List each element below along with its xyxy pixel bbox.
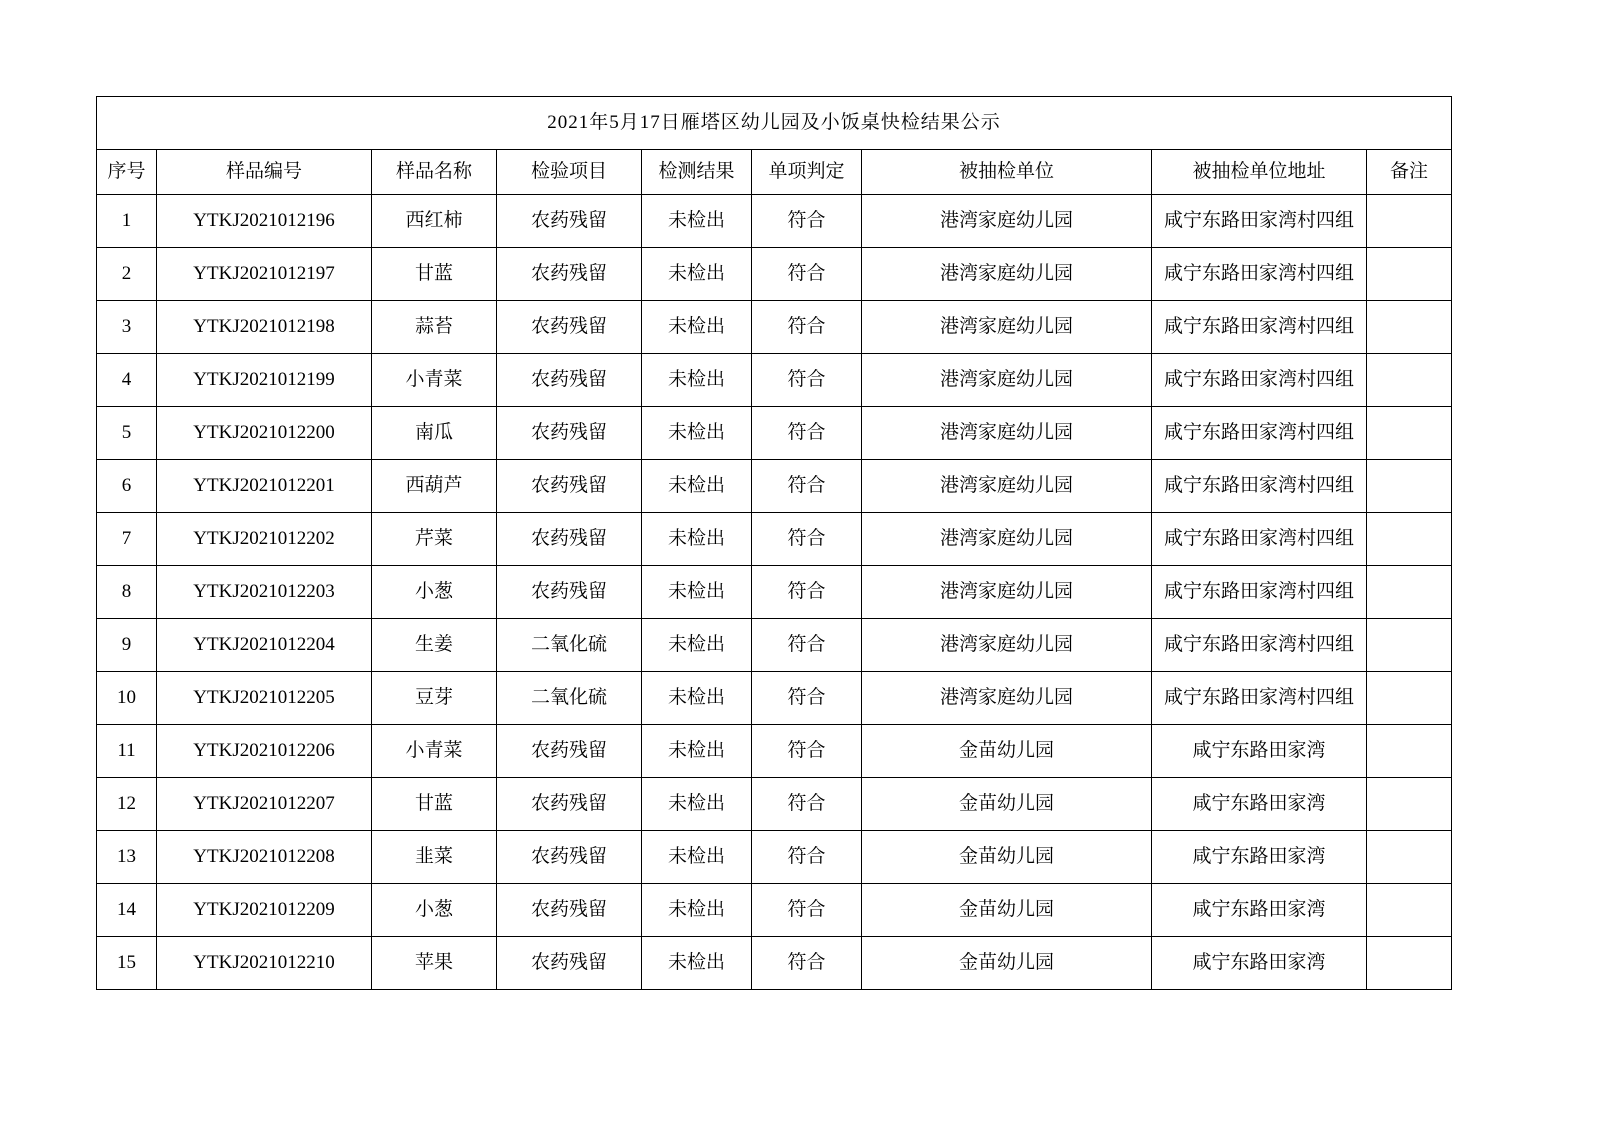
cell-inspected-unit: 金苗幼儿园	[862, 778, 1152, 831]
cell-inspected-unit-address: 咸宁东路田家湾村四组	[1152, 672, 1367, 725]
cell-test-result: 未检出	[642, 619, 752, 672]
cell-test-item: 农药残留	[497, 831, 642, 884]
cell-remark	[1367, 301, 1452, 354]
cell-judgement: 符合	[752, 937, 862, 990]
cell-sample-code: YTKJ2021012196	[157, 195, 372, 248]
cell-remark	[1367, 778, 1452, 831]
table-row	[97, 672, 1452, 725]
column-header-sample-code: 样品编号	[157, 150, 372, 195]
cell-test-result: 未检出	[642, 672, 752, 725]
cell-test-item: 农药残留	[497, 407, 642, 460]
cell-sample-code: YTKJ2021012198	[157, 301, 372, 354]
cell-sample-code: YTKJ2021012204	[157, 619, 372, 672]
cell-test-result: 未检出	[642, 725, 752, 778]
cell-no: 2	[97, 248, 157, 301]
cell-sample-code: YTKJ2021012206	[157, 725, 372, 778]
cell-sample-name: 蒜苔	[372, 301, 497, 354]
cell-sample-name: 苹果	[372, 937, 497, 990]
cell-inspected-unit: 港湾家庭幼儿园	[862, 407, 1152, 460]
cell-judgement: 符合	[752, 354, 862, 407]
inspection-results-table	[96, 96, 1452, 990]
cell-test-item: 农药残留	[497, 566, 642, 619]
cell-remark	[1367, 354, 1452, 407]
table-row	[97, 460, 1452, 513]
cell-judgement: 符合	[752, 195, 862, 248]
cell-test-item: 二氧化硫	[497, 619, 642, 672]
table-row	[97, 778, 1452, 831]
cell-inspected-unit-address: 咸宁东路田家湾村四组	[1152, 248, 1367, 301]
cell-no: 14	[97, 884, 157, 937]
column-header-inspected-unit: 被抽检单位	[862, 150, 1152, 195]
cell-no: 9	[97, 619, 157, 672]
cell-inspected-unit: 港湾家庭幼儿园	[862, 460, 1152, 513]
cell-test-item: 农药残留	[497, 195, 642, 248]
cell-no: 11	[97, 725, 157, 778]
cell-judgement: 符合	[752, 566, 862, 619]
cell-remark	[1367, 937, 1452, 990]
cell-sample-name: 甘蓝	[372, 248, 497, 301]
cell-inspected-unit: 港湾家庭幼儿园	[862, 195, 1152, 248]
cell-test-result: 未检出	[642, 407, 752, 460]
cell-judgement: 符合	[752, 460, 862, 513]
cell-inspected-unit-address: 咸宁东路田家湾村四组	[1152, 407, 1367, 460]
cell-test-item: 二氧化硫	[497, 672, 642, 725]
cell-no: 7	[97, 513, 157, 566]
cell-judgement: 符合	[752, 301, 862, 354]
cell-inspected-unit-address: 咸宁东路田家湾	[1152, 884, 1367, 937]
table-row	[97, 248, 1452, 301]
cell-sample-code: YTKJ2021012209	[157, 884, 372, 937]
cell-judgement: 符合	[752, 672, 862, 725]
cell-sample-code: YTKJ2021012210	[157, 937, 372, 990]
cell-test-result: 未检出	[642, 778, 752, 831]
table-header-row	[97, 150, 1452, 195]
cell-test-result: 未检出	[642, 513, 752, 566]
cell-sample-name: 甘蓝	[372, 778, 497, 831]
column-header-sample-name: 样品名称	[372, 150, 497, 195]
cell-sample-name: 小葱	[372, 884, 497, 937]
cell-sample-name: 小青菜	[372, 354, 497, 407]
cell-sample-code: YTKJ2021012200	[157, 407, 372, 460]
cell-sample-name: 生姜	[372, 619, 497, 672]
cell-test-result: 未检出	[642, 301, 752, 354]
cell-judgement: 符合	[752, 619, 862, 672]
table-row	[97, 937, 1452, 990]
cell-inspected-unit: 港湾家庭幼儿园	[862, 513, 1152, 566]
cell-test-item: 农药残留	[497, 513, 642, 566]
cell-inspected-unit: 港湾家庭幼儿园	[862, 566, 1152, 619]
table-row	[97, 354, 1452, 407]
cell-judgement: 符合	[752, 248, 862, 301]
cell-inspected-unit: 港湾家庭幼儿园	[862, 672, 1152, 725]
cell-judgement: 符合	[752, 513, 862, 566]
cell-sample-name: 豆芽	[372, 672, 497, 725]
cell-sample-code: YTKJ2021012205	[157, 672, 372, 725]
cell-test-result: 未检出	[642, 937, 752, 990]
cell-test-result: 未检出	[642, 460, 752, 513]
cell-sample-name: 西红柿	[372, 195, 497, 248]
table-row	[97, 725, 1452, 778]
cell-inspected-unit-address: 咸宁东路田家湾村四组	[1152, 354, 1367, 407]
cell-sample-name: 南瓜	[372, 407, 497, 460]
cell-test-result: 未检出	[642, 831, 752, 884]
cell-sample-name: 韭菜	[372, 831, 497, 884]
cell-no: 1	[97, 195, 157, 248]
cell-judgement: 符合	[752, 407, 862, 460]
cell-inspected-unit-address: 咸宁东路田家湾	[1152, 831, 1367, 884]
cell-remark	[1367, 460, 1452, 513]
cell-remark	[1367, 672, 1452, 725]
cell-remark	[1367, 513, 1452, 566]
cell-test-item: 农药残留	[497, 884, 642, 937]
cell-judgement: 符合	[752, 884, 862, 937]
cell-sample-name: 西葫芦	[372, 460, 497, 513]
cell-inspected-unit: 港湾家庭幼儿园	[862, 248, 1152, 301]
cell-sample-code: YTKJ2021012208	[157, 831, 372, 884]
table-row	[97, 513, 1452, 566]
cell-test-result: 未检出	[642, 195, 752, 248]
cell-test-item: 农药残留	[497, 725, 642, 778]
cell-remark	[1367, 566, 1452, 619]
cell-remark	[1367, 195, 1452, 248]
cell-remark	[1367, 619, 1452, 672]
cell-sample-name: 芹菜	[372, 513, 497, 566]
cell-inspected-unit: 港湾家庭幼儿园	[862, 301, 1152, 354]
cell-judgement: 符合	[752, 831, 862, 884]
cell-test-item: 农药残留	[497, 460, 642, 513]
cell-inspected-unit-address: 咸宁东路田家湾村四组	[1152, 566, 1367, 619]
cell-test-item: 农药残留	[497, 248, 642, 301]
cell-test-result: 未检出	[642, 248, 752, 301]
column-header-remark: 备注	[1367, 150, 1452, 195]
cell-remark	[1367, 407, 1452, 460]
cell-inspected-unit-address: 咸宁东路田家湾村四组	[1152, 619, 1367, 672]
cell-sample-code: YTKJ2021012207	[157, 778, 372, 831]
cell-no: 12	[97, 778, 157, 831]
cell-judgement: 符合	[752, 725, 862, 778]
cell-inspected-unit-address: 咸宁东路田家湾村四组	[1152, 460, 1367, 513]
cell-inspected-unit: 港湾家庭幼儿园	[862, 619, 1152, 672]
cell-inspected-unit-address: 咸宁东路田家湾	[1152, 725, 1367, 778]
cell-inspected-unit: 金苗幼儿园	[862, 725, 1152, 778]
table-row	[97, 195, 1452, 248]
cell-inspected-unit: 金苗幼儿园	[862, 937, 1152, 990]
cell-sample-code: YTKJ2021012203	[157, 566, 372, 619]
cell-sample-name: 小葱	[372, 566, 497, 619]
cell-sample-code: YTKJ2021012199	[157, 354, 372, 407]
cell-test-item: 农药残留	[497, 301, 642, 354]
cell-inspected-unit-address: 咸宁东路田家湾村四组	[1152, 301, 1367, 354]
cell-judgement: 符合	[752, 778, 862, 831]
title-row	[97, 97, 1452, 150]
cell-sample-name: 小青菜	[372, 725, 497, 778]
cell-inspected-unit: 金苗幼儿园	[862, 884, 1152, 937]
cell-no: 8	[97, 566, 157, 619]
cell-test-item: 农药残留	[497, 778, 642, 831]
cell-inspected-unit-address: 咸宁东路田家湾	[1152, 778, 1367, 831]
column-header-judgement: 单项判定	[752, 150, 862, 195]
table-row	[97, 566, 1452, 619]
cell-test-result: 未检出	[642, 884, 752, 937]
cell-inspected-unit: 金苗幼儿园	[862, 831, 1152, 884]
column-header-test-result: 检测结果	[642, 150, 752, 195]
table-row	[97, 301, 1452, 354]
cell-no: 3	[97, 301, 157, 354]
cell-no: 5	[97, 407, 157, 460]
cell-sample-code: YTKJ2021012202	[157, 513, 372, 566]
table-row	[97, 407, 1452, 460]
table-row	[97, 619, 1452, 672]
table-row	[97, 884, 1452, 937]
cell-sample-code: YTKJ2021012201	[157, 460, 372, 513]
column-header-no: 序号	[97, 150, 157, 195]
cell-no: 4	[97, 354, 157, 407]
cell-inspected-unit-address: 咸宁东路田家湾	[1152, 937, 1367, 990]
table-row	[97, 831, 1452, 884]
report-sheet	[96, 96, 1451, 990]
cell-test-result: 未检出	[642, 354, 752, 407]
cell-remark	[1367, 248, 1452, 301]
cell-inspected-unit-address: 咸宁东路田家湾村四组	[1152, 195, 1367, 248]
cell-remark	[1367, 884, 1452, 937]
cell-remark	[1367, 725, 1452, 778]
cell-no: 6	[97, 460, 157, 513]
cell-no: 10	[97, 672, 157, 725]
page-title: 2021年5月17日雁塔区幼儿园及小饭桌快检结果公示	[97, 97, 1452, 150]
cell-inspected-unit: 港湾家庭幼儿园	[862, 354, 1152, 407]
cell-test-result: 未检出	[642, 566, 752, 619]
cell-inspected-unit-address: 咸宁东路田家湾村四组	[1152, 513, 1367, 566]
cell-test-item: 农药残留	[497, 354, 642, 407]
cell-test-item: 农药残留	[497, 937, 642, 990]
cell-no: 13	[97, 831, 157, 884]
column-header-inspected-unit-address: 被抽检单位地址	[1152, 150, 1367, 195]
column-header-test-item: 检验项目	[497, 150, 642, 195]
cell-sample-code: YTKJ2021012197	[157, 248, 372, 301]
cell-remark	[1367, 831, 1452, 884]
cell-no: 15	[97, 937, 157, 990]
